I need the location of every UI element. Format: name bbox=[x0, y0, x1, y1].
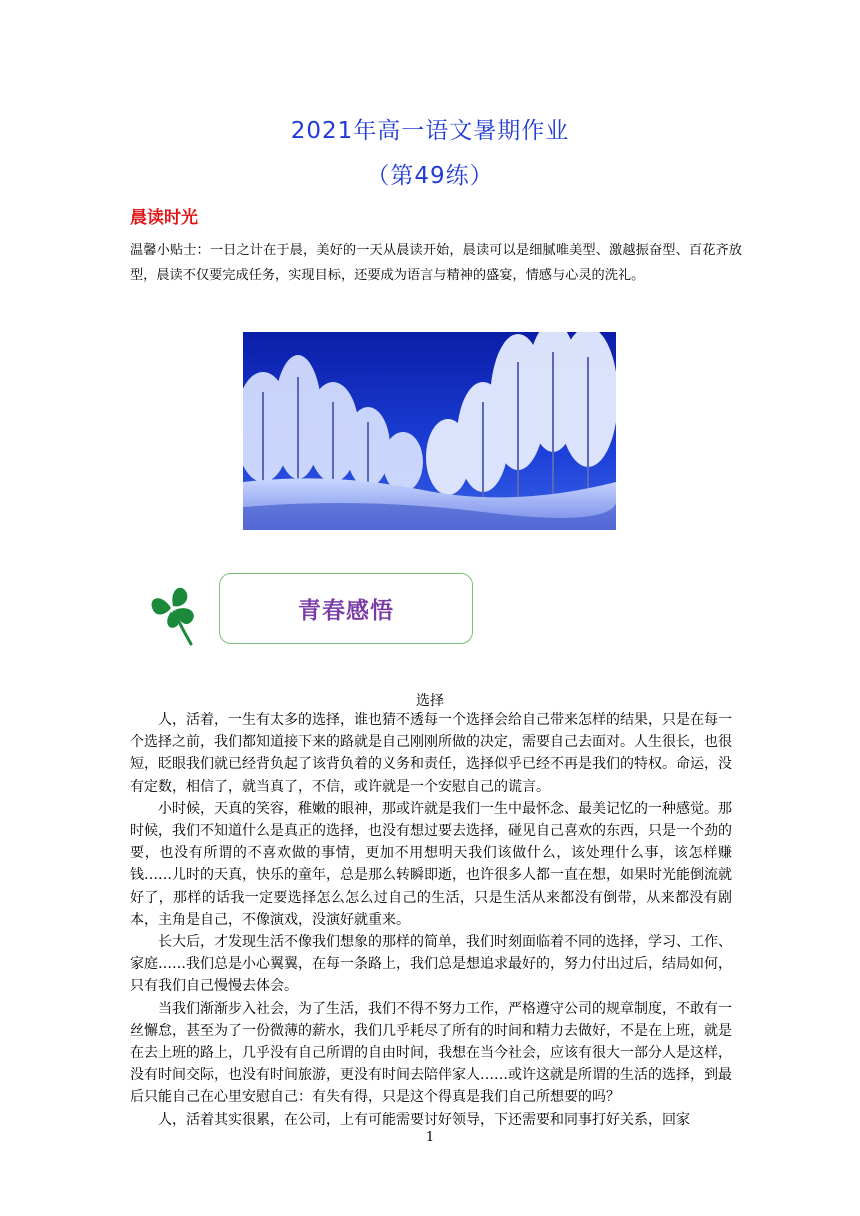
essay-body bbox=[130, 709, 732, 1131]
page-number: 1 bbox=[425, 1130, 435, 1145]
essay-paragraph: 人，活着，一生有太多的选择，谁也猜不透每一个选择会给自己带来怎样的结果，只是在每一个选择之前，我们都知道接下来的路就是自己刚刚所做的决定，需要自己去面对。人生很长，也很短，眨眼我们就已经背负起了该背负着的义务和责任，选择似乎已经不再是我们的特权。命运，没有定数，相信了，就当真了，不信，或许就是一个安慰自己的谎言。 bbox=[130, 712, 732, 795]
document-subtitle: （第49练） bbox=[366, 163, 494, 189]
essay-paragraph: 长大后，才发现生活不像我们想象的那样的简单，我们时刻面临着不同的选择，学习、工作、家庭……我们总是小心翼翼，在每一条路上，我们总是想追求最好的，努力付出过后，结局如何，只有我们自己慢慢去体会。 bbox=[130, 934, 732, 995]
essay-paragraph: 人，活着其实很累，在公司，上有可能需要讨好领导，下还需要和同事打好关系，回家 bbox=[158, 1111, 690, 1128]
topic-banner bbox=[219, 573, 473, 644]
banner-label: 青春感悟 bbox=[298, 598, 394, 624]
document-title: 2021年高一语文暑期作业 bbox=[290, 118, 570, 144]
essay-title: 选择 bbox=[416, 693, 444, 709]
essay-paragraph: 小时候，天真的笑容，稚嫩的眼神，那或许就是我们一生中最怀念、最美记忆的一种感觉。那时候，我们不知道什么是真正的选择，也没有想过要去选择，碰见自己喜欢的东西，只是一个劲的要，也没有所谓的不喜欢做的事情，更加不用想明天我们该做什么，该处理什么事，该怎样赚钱……儿时的天真，快乐的童年，总是那么转瞬即逝，也许很多人都一直在想，如果时光能倒流就好了，那样的话我一定要选择怎么怎么过自己的生活，只是生活从来都没有倒带，从来都没有剧本，主角是自己，不像演戏，没演好就重来。 bbox=[130, 800, 732, 928]
section-title: 晨读时光 bbox=[130, 208, 198, 228]
tip-paragraph: 温馨小贴士：一日之计在于晨，美好的一天从晨读开始，晨读可以是细腻唯美型、激越振奋型、百花齐放型，晨读不仅要完成任务，实现目标，还要成为语言与精神的盛宴，情感与心灵的洗礼。 bbox=[130, 243, 742, 283]
winter-forest-photo bbox=[243, 332, 616, 530]
essay-paragraph: 当我们渐渐步入社会，为了生活，我们不得不努力工作，严格遵守公司的规章制度，不敢有一丝懈怠，甚至为了一份微薄的薪水，我们几乎耗尽了所有的时间和精力去做好，不是在上班，就是在去上班的路上，几乎没有自己所谓的自由时间，我想在当今社会，应该有很大一部分人是这样，没有时间交际，也没有时间旅游，更没有时间去陪伴家人……或许这就是所谓的生活的选择，到最后只能自己在心里安慰自己：有失有得，只是这个得真是我们自己所想要的吗？ bbox=[130, 1000, 732, 1106]
clover-icon bbox=[143, 578, 203, 648]
